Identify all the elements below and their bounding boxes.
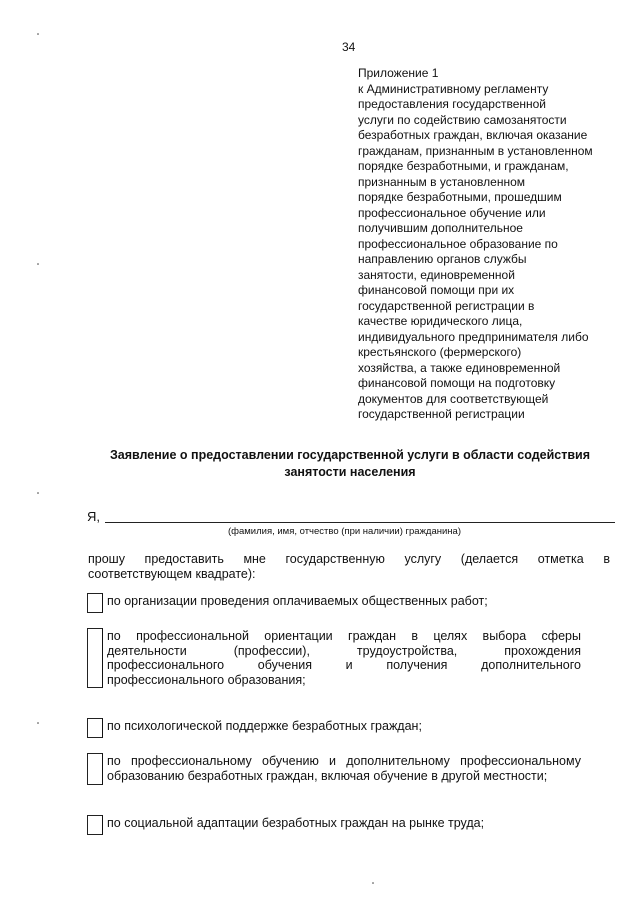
annex-line: качестве юридического лица, xyxy=(358,314,523,328)
annex-line: профессиональное обучение или xyxy=(358,205,546,220)
annex-header xyxy=(358,66,626,423)
word: обучения xyxy=(257,658,312,672)
word: профессиональной xyxy=(136,629,249,643)
scan-speck xyxy=(37,722,39,724)
word: профессиональному xyxy=(460,754,581,768)
request-text xyxy=(88,552,610,582)
word: ориентации xyxy=(264,629,333,643)
scan-speck xyxy=(37,492,39,494)
word: прохождения xyxy=(504,643,581,658)
option-psychological-support-label: по психологической поддержке безработных граждан; xyxy=(107,719,422,733)
annex-line: Приложение 1 xyxy=(358,66,439,80)
option-public-works-label: по организации проведения оплачиваемых общественных работ; xyxy=(107,594,488,608)
training-line-2: образованию безработных граждан, включая обучение в другой местности; xyxy=(107,768,548,783)
word: по xyxy=(107,754,121,768)
checkbox-career-guidance[interactable] xyxy=(87,628,103,688)
word: отметка xyxy=(537,552,584,566)
annex-line: государственной регистрации в xyxy=(358,298,535,313)
annex-line: предоставления государственной xyxy=(358,97,547,111)
scan-speck xyxy=(372,882,374,884)
annex-line: направлению органов службы xyxy=(358,252,527,266)
annex-line: финансовой помощи при их xyxy=(358,283,515,297)
annex-line: крестьянского (фермерского) xyxy=(358,345,522,359)
word: государственную xyxy=(285,552,385,566)
annex-line: документов для соответствующей xyxy=(358,391,549,406)
word: целях xyxy=(433,629,468,643)
annex-line: получившим дополнительное xyxy=(358,221,523,235)
word: по xyxy=(107,629,121,643)
scan-speck xyxy=(37,33,39,35)
career-guidance-line-1 xyxy=(107,629,581,644)
checkbox-training[interactable] xyxy=(87,753,103,785)
annex-line: порядке безработными, и гражданам, xyxy=(358,159,569,173)
annex-line: признанным в установленном xyxy=(358,174,526,189)
word: и xyxy=(329,754,337,768)
annex-line: финансовой помощи на подготовку xyxy=(358,376,556,390)
annex-line: услуги по содействию самозанятости xyxy=(358,112,567,127)
option-career-guidance-label xyxy=(107,629,581,687)
word: сферы xyxy=(541,629,581,643)
annex-line: государственной регистрации xyxy=(358,407,525,421)
annex-line: занятости, единовременной xyxy=(358,267,515,282)
word: профессионального xyxy=(107,658,225,672)
annex-line: хозяйства, а также единовременной xyxy=(358,360,561,375)
word: (делается xyxy=(460,552,519,566)
option-social-adaptation-label: по социальной адаптации безработных граждан на рынке труда; xyxy=(107,816,485,830)
word: прошу xyxy=(88,552,125,566)
annex-line: безработных граждан, включая оказание xyxy=(358,128,588,142)
annex-line: к Административному регламенту xyxy=(358,81,549,96)
word: трудоустройства, xyxy=(356,643,458,658)
option-training xyxy=(87,753,627,787)
option-career-guidance xyxy=(87,628,627,690)
scan-speck xyxy=(37,263,39,265)
word: в xyxy=(411,629,418,643)
word: и xyxy=(345,658,353,672)
checkbox-social-adaptation[interactable] xyxy=(87,815,103,835)
word: деятельности xyxy=(107,643,187,658)
option-training-label xyxy=(107,754,581,783)
word: дополнительному xyxy=(346,754,450,768)
option-public-works xyxy=(87,593,627,613)
word: (профессии), xyxy=(233,643,310,658)
word: выбора xyxy=(482,629,527,643)
annex-line: индивидуального предпринимателя либо xyxy=(358,329,589,344)
word: граждан xyxy=(348,629,396,643)
request-line-2: соответствующем квадрате): xyxy=(88,567,256,581)
word: профессиональному xyxy=(130,754,252,768)
career-guidance-line-3 xyxy=(107,658,581,673)
page-number: 34 xyxy=(342,40,356,54)
annex-line: профессиональное образование по xyxy=(358,236,558,251)
applicant-name-field[interactable] xyxy=(105,522,615,523)
training-line-1 xyxy=(107,754,581,769)
option-social-adaptation xyxy=(87,815,627,835)
applicant-name-caption: (фамилия, имя, отчество (при наличии) гражданина) xyxy=(228,526,462,537)
career-guidance-line-4: профессионального образования; xyxy=(107,672,306,687)
option-psychological-support xyxy=(87,718,627,738)
word: дополнительного xyxy=(481,658,581,672)
checkbox-psychological-support[interactable] xyxy=(87,718,103,738)
applicant-label: Я, xyxy=(87,509,100,524)
request-line-1 xyxy=(88,552,610,567)
word: в xyxy=(603,552,610,566)
word: предоставить xyxy=(144,552,224,566)
title-line: занятости населения xyxy=(284,465,416,479)
document-title xyxy=(60,447,640,481)
career-guidance-line-2 xyxy=(107,644,581,659)
checkbox-public-works[interactable] xyxy=(87,593,103,613)
title-line: Заявление о предоставлении государственной услуги в области содействия xyxy=(109,448,591,462)
word: обучению xyxy=(262,754,319,768)
word: мне xyxy=(243,552,266,566)
word: услугу xyxy=(404,552,442,566)
annex-line: гражданам, признанным в установленном xyxy=(358,143,593,158)
word: получения xyxy=(386,658,448,672)
annex-line: порядке безработными, прошедшим xyxy=(358,190,562,204)
